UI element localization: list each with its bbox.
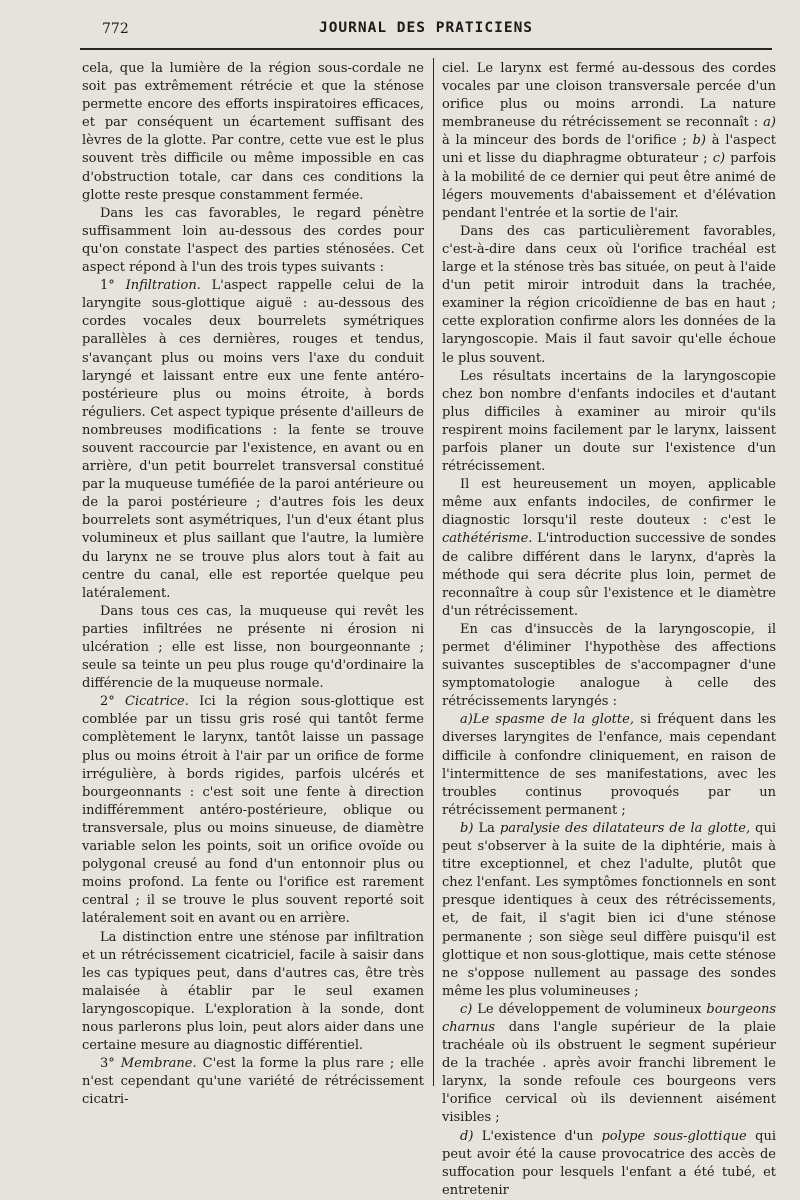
column-divider <box>433 58 434 1086</box>
paragraph: Dans tous ces cas, la muqueuse qui revêt les parties infiltrées ne présente ni érosion ni ulcération ; elle est lisse, non bourgeonnante ; seule sa teinte un peu plus rouge qu'd'ordinaire la différencie de la muqueuse normale. <box>82 603 424 692</box>
right-column <box>442 60 776 1200</box>
paragraph: En cas d'insuccès de la laryngoscopie, il permet d'éliminer l'hypothèse des affections suivantes susceptibles de s'accompagner d'une symptomatologie analogue à celle des rétrécissements laryngés : <box>442 621 776 710</box>
left-column <box>82 60 424 1109</box>
paragraph: La distinction entre une sténose par infiltration et un rétrécissement cicatriciel, facile à saisir dans les cas typiques peut, dans d'autres cas, être très malaisée à établir par le seul examen laryngoscopique. L'exploration à la sonde, dont nous parlerons plus loin, peut alors aider dans une certaine mesure au diagnostic différentiel. <box>82 929 424 1054</box>
paragraph: ciel. Le larynx est fermé au-dessous des cordes vocales par une cloison transversale percée d'un orifice plus ou moins arrondi. La nature membraneuse du rétrécissement se reconnaît : a) à la minceur des bords de l'orifice ; b) à l'aspect uni et lisse du diaphragme obturateur ; c) parfois à la mobilité de ce dernier qui peut être animé de légers mouvements d'abaissement et d'élévation pendant l'entrée et la sortie de l'air. <box>442 61 776 221</box>
emphasis-term: polype sous-glottique <box>601 1128 747 1144</box>
paragraph: c) Le développement de volumineux bourgeons charnus dans l'angle supérieur de la plaie trachéale où ils obstruent le segment supérieur de la trachée . après avoir franchi librement le larynx, la sonde refoule ces bourgeons vers l'orifice cervical où ils deviennent aisément visibles ; <box>442 1001 776 1126</box>
paragraph: Dans les cas favorables, le regard pénètre suffisamment loin au-dessous des cordes pour qu'on constate l'aspect des parties sténosées. Cet aspect répond à l'un des trois types suivants : <box>82 205 424 276</box>
journal-title: JOURNAL DES PRATICIENS <box>318 20 534 36</box>
paragraph: a)Le spasme de la glotte, si fréquent dans les diverses laryngites de l'enfance, mais cependant difficile à confondre cliniquement, en raison de l'intermittence de ses manifestations, avec les troubles continus provoqués par un rétrécissement permanent ; <box>442 712 777 818</box>
page-number: 772 <box>102 21 129 37</box>
paragraph: 2° Cicatrice. Ici la région sous-glottique est comblée par un tissu gris rosé qui tantôt ferme complètement le larynx, tantôt laisse un passage plus ou moins étroit à l'air par un orifice de forme irrégulière, à bords rigides, parfois ulcérés et bourgeonnants : c'est soit une fente à direction indifféremment antéro-postérieure, oblique ou transversale, plus ou moins sinueuse, de diamètre variable selon les points, soit un orifice ovoïde ou polygonal creusé au fond d'un entonnoir plus ou moins profond. La fente ou l'orifice est rarement central ; il se trouve le plus souvent reporté soit latéralement soit en avant ou en arrière. <box>82 694 425 927</box>
paragraph: 1° Infiltration. L'aspect rappelle celui de la laryngite sous-glottique aiguë : au-dessous des cordes vocales deux bourrelets symétriques parallèles à ces dernières, rouges et tendus, s'avançant plus ou moins vers l'axe du conduit laryngé et laissant entre eux une fente antéro-postérieure plus ou moins étroite, à bords réguliers. Cet aspect typique présente d'ailleurs de nombreuses modifications : la fente se trouve souvent raccourcie par l'existence, en avant ou en arrière, d'un petit bourrelet transversal constitué par la muqueuse tuméfiée de la paroi antérieure ou de la paroi postérieure ; d'autres fois les deux bourrelets sont asymétriques, l'un d'eux étant plus volumineux et plus saillant que l'autre, la lumière du larynx ne se trouve plus alors tout à fait au centre du canal, elle est reportée quelque peu latéralement. <box>82 278 424 601</box>
paragraph: Dans des cas particulièrement favorables, c'est-à-dire dans ceux où l'orifice trachéal est large et la sténose très bas située, on peut à l'aide d'un petit miroir introduit dans la trachée, examiner la région cricoïdienne de bas en haut ; cette exploration confirme alors les données de la laryngoscopie. Mais il faut savoir qu'elle échoue le plus souvent. <box>442 223 776 366</box>
emphasis-term: bourgeons charnus <box>442 1001 776 1035</box>
emphasis-term: cathétérisme. <box>442 531 533 547</box>
paragraph: d) L'existence d'un polype sous-glottique qui peut avoir été la cause provocatrice des accès de suffocation pour lesquels l'enfant a été tubé, et entretenir <box>442 1128 776 1198</box>
paragraph: Les résultats incertains de la laryngoscopie chez bon nombre d'enfants indociles et d'autant plus difficiles à examiner au miroir qu'ils respirent moins facilement par le larynx, laissent parfois planer un doute sur l'existence d'un rétrécissement. <box>442 368 776 475</box>
paragraph: 3° Membrane. C'est la forme la plus rare ; elle n'est cependant qu'une variété de rétrécissement cicatri- <box>82 1056 425 1108</box>
paragraph: b) La paralysie des dilatateurs de la glotte, qui peut s'observer à la suite de la diphtérie, mais à titre exceptionnel, et chez l'adulte, plutôt que chez l'enfant. Les symptômes fonctionnels en sont presque identiques à ceux des rétrécissements, et, de fait, il s'agit bien ici d'une sténose permanente ; son siège seul diffère puisqu'il est glottique et non sous-glottique, mais cette sténose ne s'oppose nullement au passage des sondes même les plus volumineuses ; <box>442 820 776 999</box>
section-term: Membrane. <box>120 1056 197 1072</box>
paragraph: cela, que la lumière de la région sous-cordale ne soit pas extrêmement rétrécie et que la sténose permette encore des efforts inspiratoires efficaces, et par conséquent un écartement suffisant des lèvres de la glotte. Par contre, cette vue est le plus souvent très difficile ou même impossible en cas d'obstruction totale, car dans ces conditions la glotte reste presque constamment fermée. <box>82 61 424 203</box>
page-header <box>80 20 772 42</box>
section-term: Infiltration. <box>125 278 201 294</box>
section-term: Cicatrice. <box>125 694 189 710</box>
emphasis-term: paralysie des dilatateurs de la glotte, <box>499 820 751 836</box>
emphasis-term: Le spasme de la glotte, <box>472 712 634 728</box>
paragraph: Il est heureusement un moyen, applicable même aux enfants indociles, de confirmer le diagnostic lorsqu'il reste douteux : c'est le cathétérisme. L'introduction successive de sondes de calibre différent dans le larynx, d'après la méthode qui sera décrite plus loin, permet de reconnaître à coup sûr l'existence et le diamètre d'un rétrécissement. <box>442 477 776 619</box>
header-rule <box>80 48 772 50</box>
